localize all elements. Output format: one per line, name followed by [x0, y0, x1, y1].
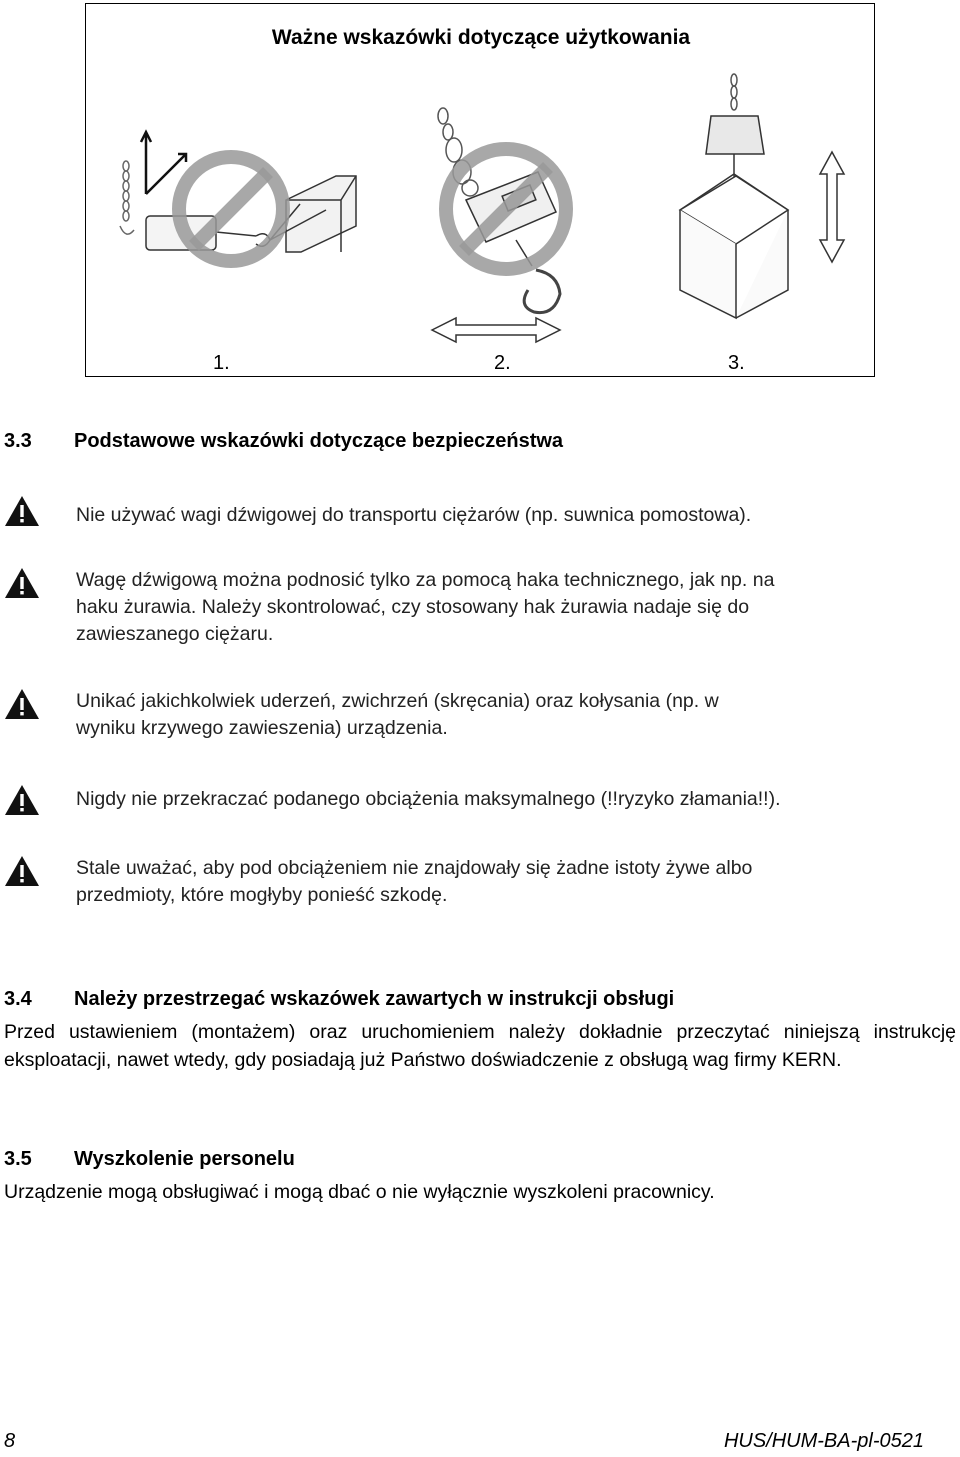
correct-hanging-scene [680, 74, 788, 318]
usage-illustration [86, 4, 876, 378]
warning-icon [4, 784, 40, 816]
section-3-5-number: 3.5 [4, 1148, 32, 1170]
warning-text-5: Stale uważać, aby pod obciążeniem nie znajdowały się żadne istoty żywe albo przedmioty, które mogłyby ponieść szkodę. [76, 857, 753, 906]
diagonal-pull-scene [120, 132, 356, 252]
page-number: 8 [4, 1430, 16, 1452]
document-code: HUS/HUM-BA-pl-0521 [723, 1430, 924, 1452]
warning-text-4: Nigdy nie przekraczać podanego obciążenia maksymalnego (!!ryzyko złamania!!). [76, 788, 781, 810]
section-3-4-number: 3.4 [4, 988, 32, 1010]
figure-label-2: 2. [494, 352, 511, 374]
figure-title: Ważne wskazówki dotyczące użytkowania [271, 26, 691, 49]
section-3-3-title: Podstawowe wskazówki dotyczące bezpieczeństwa [74, 430, 564, 452]
usage-figure [85, 3, 875, 377]
horizontal-double-arrow [432, 318, 560, 342]
figure-label-3: 3. [728, 352, 745, 374]
section-3-5-text: Urządzenie mogą obsługiwać i mogą dbać o nie wyłącznie wyszkoleni pracownicy. [4, 1181, 715, 1203]
warning-text-2: Wagę dźwigową można podnosić tylko za pomocą haka technicznego, jak np. na haku żurawia. Należy skontrolować, czy stosowany hak żurawia nadaje się do zawieszanego ciężaru. [76, 569, 775, 645]
warning-text-1: Nie używać wagi dźwigowej do transportu ciężarów (np. suwnica pomostowa). [76, 504, 752, 526]
section-3-3-number: 3.3 [4, 430, 32, 452]
warning-icon [4, 567, 40, 599]
section-3-5-title: Wyszkolenie personelu [74, 1148, 295, 1170]
warning-icon [4, 688, 40, 720]
warning-text-3: Unikać jakichkolwiek uderzeń, zwichrzeń (skręcania) oraz kołysania (np. w wyniku krzywego zawieszenia) urządzenia. [76, 690, 719, 739]
vertical-double-arrow [820, 152, 844, 262]
prohibition-icon-1 [179, 157, 283, 261]
figure-label-1: 1. [213, 352, 230, 374]
section-3-4-text: Przed ustawieniem (montażem) oraz uruchomieniem należy dokładnie przeczytać niniejszą instrukcję eksploatacji, nawet wtedy, gdy posiadają już Państwo doświadczenie z obsługą wag firmy KERN. [4, 1021, 956, 1071]
warning-icon [4, 855, 40, 887]
warning-icon [4, 495, 40, 527]
section-3-4-title: Należy przestrzegać wskazówek zawartych w instrukcji obsługi [74, 988, 675, 1010]
